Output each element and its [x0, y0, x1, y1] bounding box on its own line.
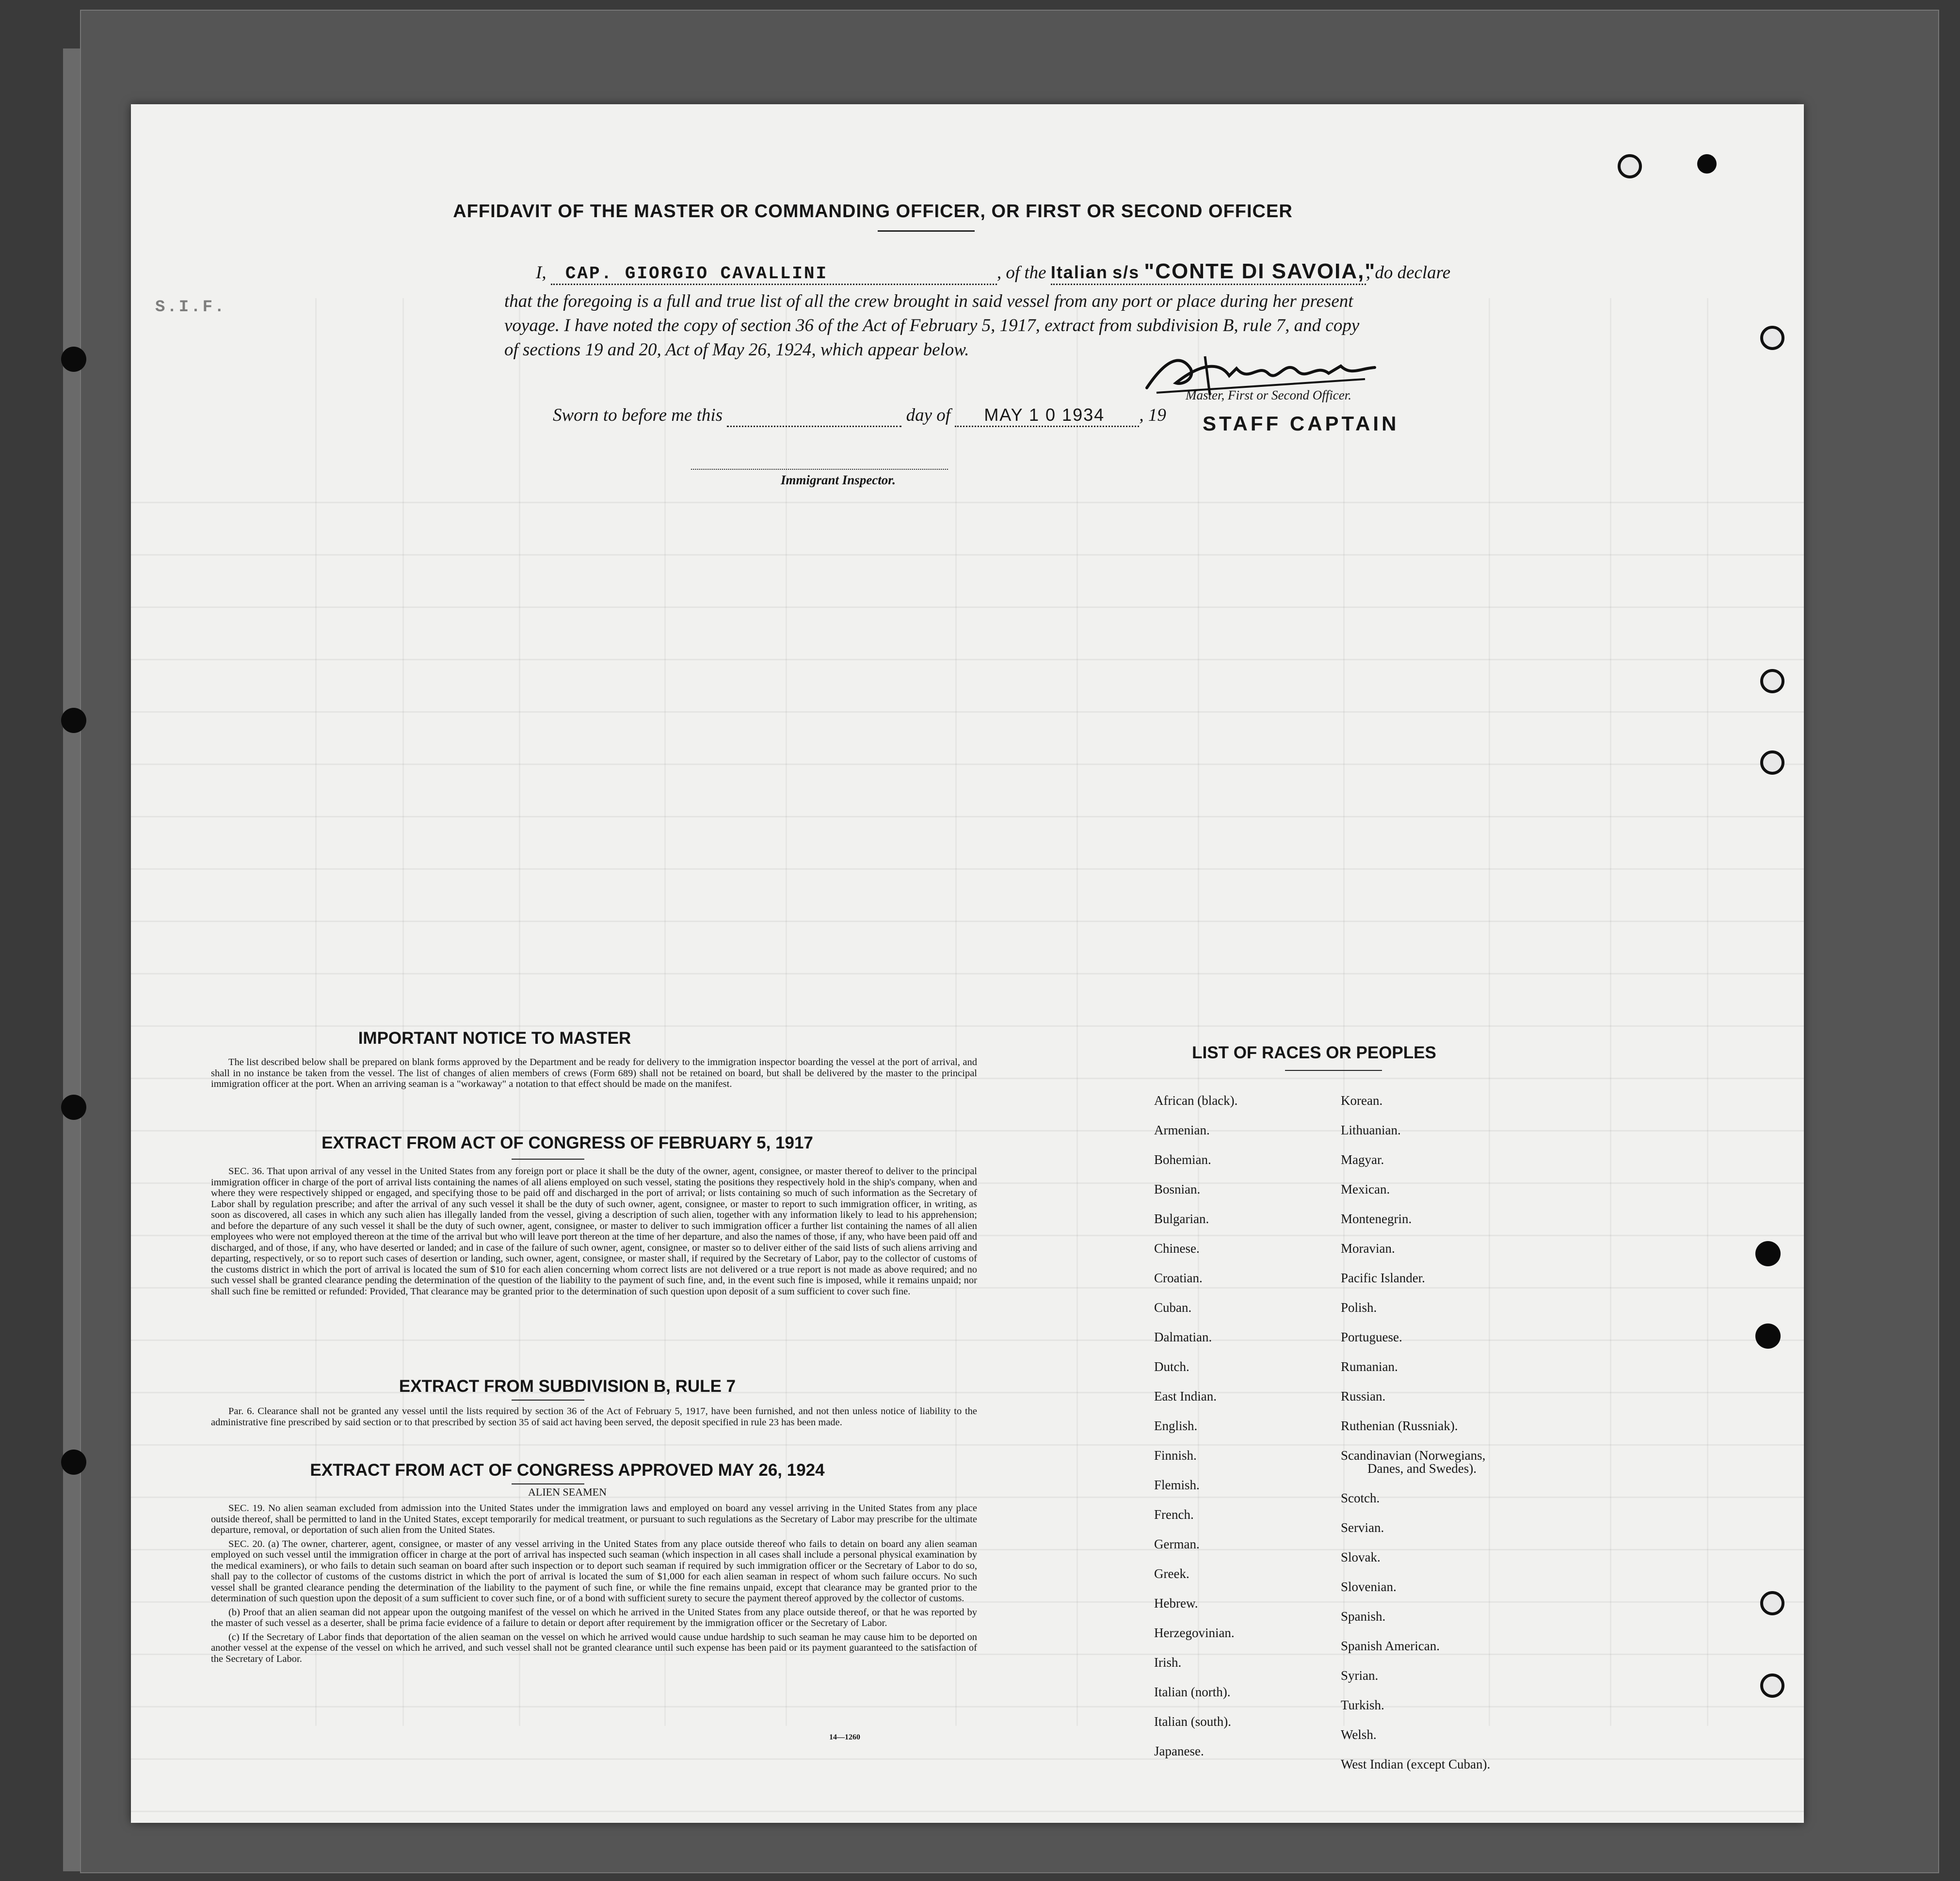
race-item: Polish. — [1341, 1300, 1377, 1315]
race-item: Bulgarian. — [1154, 1211, 1209, 1226]
reinforcement-ring — [1760, 326, 1784, 350]
ghost-column — [1610, 298, 1611, 1726]
ghost-column — [1076, 298, 1078, 1726]
affidavit-title: AFFIDAVIT OF THE MASTER OR COMMANDING OFFICER, OR FIRST OR SECOND OFFICER — [453, 201, 1293, 222]
race-item: Rumanian. — [1341, 1359, 1398, 1374]
master-caption: Master, First or Second Officer. — [1186, 388, 1351, 402]
race-item: Mexican. — [1341, 1182, 1390, 1196]
title-rule — [878, 230, 975, 232]
sworn-year-prefix: 19 — [1148, 405, 1166, 425]
notice-text — [211, 1057, 977, 1093]
race-item: Bohemian. — [1154, 1152, 1211, 1167]
form-number: 14—1260 — [829, 1733, 860, 1741]
race-item: Dutch. — [1154, 1359, 1189, 1374]
race-item: Cuban. — [1154, 1300, 1192, 1315]
race-item: Lithuanian. — [1341, 1123, 1401, 1137]
reinforcement-ring — [1760, 669, 1784, 693]
ghost-line — [131, 606, 1804, 608]
officer-name: CAP. GIORGIO CAVALLINI — [551, 264, 997, 285]
race-item: Ruthenian (Russniak). — [1341, 1419, 1458, 1433]
race-item: Slovak. — [1341, 1550, 1381, 1565]
ghost-line — [131, 764, 1804, 765]
race-item: Korean. — [1341, 1093, 1383, 1108]
vessel-name: "CONTE DI SAVOIA," — [1144, 259, 1376, 283]
rank-stamp: STAFF CAPTAIN — [1203, 412, 1399, 435]
extract-1917-rule — [512, 1159, 584, 1160]
race-item: Armenian. — [1154, 1123, 1210, 1137]
race-item: Servian. — [1341, 1520, 1384, 1535]
affidavit-line-4: of sections 19 and 20, Act of May 26, 1924, which appear below. — [504, 340, 969, 360]
ghost-line — [131, 1444, 1804, 1446]
race-item: Croatian. — [1154, 1271, 1203, 1285]
sworn-date-field — [955, 405, 1139, 427]
race-item: Greek. — [1154, 1566, 1189, 1581]
binder-hole — [1755, 1241, 1781, 1266]
race-item: African (black). — [1154, 1093, 1238, 1108]
sec36-paragraph: SEC. 36. That upon arrival of any vessel in the United States from any foreign port or place it shall be the duty of the owner, agent, consignee, or master thereof to deliver to the principal immigration officer in charge of the port of arrival lists containing the names of all aliens employed on such vessel, stating the positions they respectively hold in the ship's company, when and where they were respectively shipped or engaged, and specifying those to be paid off and discharged in the port of arrival; or lists containing so much of such information as the Secretary of Labor shall by regulation prescribe; and after the arrival of any such vessel it shall be the duty of such owner, agent, consignee, or master to report to such immigration officer, in writing, as soon as discovered, all cases in which any such alien has illegally landed from the vessel, giving a description of such alien, together with any information likely to lead to his apprehension; and before the departure of any such vessel it shall be the duty of such owner, agent, consignee, or master to deliver to such immigration officer a further list containing the names of all alien employees who were not employed thereon at the time of the arrival but who will leave port thereon at the time of her departure, and also the names of those, if any, who have been paid off and discharged, and of those, if any, who have deserted or landed; and in case of the failure of such owner, agent, consignee, or master so to deliver either of the said lists of such aliens arriving and departing, respectively, or so to report such cases of desertion or landing, such owner, agent, consignee, or master shall, if required by the Secretary of Labor, pay to the collector of customs of the customs district in which the port of arrival is located the sum of $10 for each alien concerning whom correct lists are not delivered or a true report is not made as above required; and no such vessel shall be granted clearance pending the determination of the question of the liability to the payment of such fine, and, in the event such fine is imposed, while it remains unpaid; nor shall such fine be remitted or refunded: Provided, That clearance may be granted prior to the determination of such question upon deposit of a sum sufficient to cover such fine. — [211, 1166, 977, 1297]
race-item: Finnish. — [1154, 1448, 1197, 1463]
ghost-column — [1198, 298, 1199, 1726]
ghost-line — [131, 1130, 1804, 1132]
race-item: English. — [1154, 1419, 1198, 1433]
reinforcement-ring — [1760, 1674, 1784, 1698]
extract-1917-text — [211, 1166, 977, 1300]
sworn-day-label: day of — [906, 405, 951, 425]
binder-hole — [61, 1450, 86, 1475]
sworn-day-field — [727, 405, 901, 427]
race-item: Irish. — [1154, 1655, 1182, 1670]
sworn-date: MAY 1 0 1934 — [984, 405, 1105, 425]
par6-paragraph: Par. 6. Clearance shall not be granted any vessel until the lists required by section 36 of the Act of February 5, 1917, have been furnished, and not then unless notice of liability to the administrative fine prescribed by said section or to that prescribed by section 35 of said act having been served, the deposit specified in rule 23 has been made. — [211, 1406, 977, 1428]
sworn-prefix: Sworn to before me this — [553, 405, 723, 425]
race-item: Flemish. — [1154, 1478, 1200, 1492]
binder-hole — [61, 1095, 86, 1120]
sec20b-paragraph: (b) Proof that an alien seaman did not appear upon the outgoing manifest of the vessel on which he arrived in the United States from any place outside thereof, or that he was reported by the master of such vessel as a deserter, shall be prima facie evidence of a failure to detain or deport after requirement by the immigration officer or the Secretary of Labor. — [211, 1607, 977, 1628]
race-item: Herzegovinian. — [1154, 1626, 1235, 1640]
stamp-mark: S.I.F. — [155, 298, 226, 317]
notice-title: IMPORTANT NOTICE TO MASTER — [358, 1029, 631, 1048]
extract-1924-text — [211, 1503, 977, 1667]
binder-hole — [61, 347, 86, 372]
reinforcement-ring — [1618, 154, 1642, 178]
race-item: Turkish. — [1341, 1698, 1384, 1713]
ghost-line — [131, 816, 1804, 817]
races-rule — [1285, 1070, 1382, 1071]
race-item: Scandinavian (Norwegians, — [1341, 1448, 1486, 1463]
alien-seamen-subtitle: ALIEN SEAMEN — [528, 1486, 607, 1498]
race-item: Portuguese. — [1341, 1330, 1402, 1344]
inspector-caption: Immigrant Inspector. — [781, 473, 896, 487]
race-item: Dalmatian. — [1154, 1330, 1212, 1344]
race-item: Pacific Islander. — [1341, 1271, 1425, 1285]
ghost-line — [131, 1758, 1804, 1760]
race-item: Spanish American. — [1341, 1639, 1440, 1654]
ghost-line — [131, 1706, 1804, 1707]
race-item: Italian (south). — [1154, 1714, 1231, 1729]
sworn-line: Sworn to before me this day of MAY 1 0 1934 , 19 — [553, 405, 1166, 427]
extract-1924-rule — [512, 1483, 584, 1484]
affidavit-line-2: that the foregoing is a full and true list of all the crew brought in said vessel from any port or place during her present — [504, 291, 1353, 311]
ghost-line — [131, 973, 1804, 974]
inspector-line — [691, 469, 948, 471]
rule7-rule — [512, 1400, 584, 1401]
affidavit-prefix: I, — [536, 263, 546, 283]
race-item: Spanish. — [1341, 1609, 1386, 1624]
ghost-column — [1343, 298, 1345, 1726]
ghost-line — [131, 502, 1804, 503]
race-item: Welsh. — [1341, 1727, 1377, 1742]
race-item: Chinese. — [1154, 1241, 1200, 1256]
ghost-line — [131, 868, 1804, 870]
vessel-prefix: s/s — [1112, 262, 1140, 282]
reinforcement-ring — [1760, 1591, 1784, 1615]
binder-hole — [1697, 154, 1717, 174]
ghost-line — [131, 1811, 1804, 1812]
races-title: LIST OF RACES OR PEOPLES — [1192, 1043, 1436, 1062]
race-item: German. — [1154, 1537, 1200, 1551]
ghost-line — [131, 554, 1804, 556]
race-item: East Indian. — [1154, 1389, 1217, 1403]
race-item: West Indian (except Cuban). — [1341, 1757, 1491, 1772]
race-item: Magyar. — [1341, 1152, 1384, 1167]
race-item: French. — [1154, 1507, 1194, 1522]
race-item: Japanese. — [1154, 1744, 1204, 1758]
race-item: Italian (north). — [1154, 1685, 1231, 1699]
race-item: Danes, and Swedes). — [1367, 1461, 1477, 1476]
extract-1924-title: EXTRACT FROM ACT OF CONGRESS APPROVED MAY 26, 1924 — [310, 1461, 825, 1480]
affidavit-line-3: voyage. I have noted the copy of section 36 of the Act of February 5, 1917, extract from subdivision B, rule 7, and copy — [504, 316, 1360, 335]
race-item: Bosnian. — [1154, 1182, 1201, 1196]
affidavit-declare: , do declare — [1366, 263, 1451, 283]
extract-1917-title: EXTRACT FROM ACT OF CONGRESS OF FEBRUARY 5, 1917 — [321, 1133, 813, 1152]
race-item: Scotch. — [1341, 1491, 1380, 1506]
ghost-line — [131, 1025, 1804, 1027]
race-item: Hebrew. — [1154, 1596, 1198, 1610]
race-item: Syrian. — [1341, 1668, 1379, 1683]
rule7-title: EXTRACT FROM SUBDIVISION B, RULE 7 — [399, 1377, 736, 1396]
notice-paragraph: The list described below shall be prepared on blank forms approved by the Department and be ready for delivery to the immigration inspector boarding the vessel at the port of arrival, and shall in no instance be taken from the vessel. The list of changes of alien members of crews (Form 689) shall not be retained on board, but shall be delivered by the master to the principal immigration officer at the port. When an arriving seaman is a "workaway" a notation to that effect should be made on the manifest. — [211, 1057, 977, 1089]
ghost-line — [131, 659, 1804, 660]
ghost-line — [131, 1339, 1804, 1341]
sec19-paragraph: SEC. 19. No alien seaman excluded from admission into the United States under the immigration laws and employed on board any vessel arriving in the United States from any place outside thereof, shall be permitted to land in the United States, except temporarily for medical treatment, or pursuant to such regulations as the Secretary of Labor may prescribe for the ultimate departure, removal, or deportation of such alien from the United States. — [211, 1503, 977, 1535]
ghost-column — [1707, 298, 1708, 1726]
ghost-line — [131, 711, 1804, 713]
reinforcement-ring — [1760, 750, 1784, 775]
affidavit-of-the: , of the — [996, 263, 1046, 283]
affidavit-line-1 — [536, 259, 1450, 285]
ghost-column — [1489, 298, 1490, 1726]
vessel-nationality: Italian — [1050, 262, 1108, 282]
race-item: Slovenian. — [1341, 1579, 1397, 1594]
race-item: Moravian. — [1341, 1241, 1395, 1256]
sec20a-paragraph: SEC. 20. (a) The owner, charterer, agent, consignee, or master of any vessel arriving in the United States from any place outside thereof who fails to detain on board any alien seaman employed on such vessel until the immigration officer in charge at the port of arrival has inspected such seaman (which inspection in all cases shall include a personal physical examination by the medical examiners), or who fails to detain such seaman on board after such inspection or to deport such seaman if required by such immigration officer or the Secretary of Labor to do so, shall pay to the collector of customs of the customs district in which the port of arrival is located the sum of $1,000 for each alien seaman in respect of whom such failure occurs. No such vessel shall be granted clearance pending the determination of the liability to the payment of such fine, or while the fine remains unpaid, except that clearance may be granted prior to the determination of such question upon the deposit of a sum sufficient to cover such fine, or of a bond with sufficient surety to secure the payment thereof approved by the collector of customs. — [211, 1538, 977, 1604]
binder-hole — [1755, 1323, 1781, 1349]
race-item: Montenegrin. — [1341, 1211, 1412, 1226]
vessel-field — [1050, 259, 1376, 285]
manifest-page — [131, 104, 1804, 1823]
binder-hole — [61, 708, 86, 733]
rule7-text — [211, 1406, 977, 1431]
sec20c-paragraph: (c) If the Secretary of Labor finds that deportation of the alien seaman on the vessel on which he arrived would cause undue hardship to such seaman he may cause him to be deported on another vessel at the expense of the vessel on which he arrived, and such vessel shall not be granted clearance until such expense has been paid or its payment guaranteed to the satisfaction of the Secretary of Labor. — [211, 1631, 977, 1664]
ghost-line — [131, 921, 1804, 922]
race-item: Russian. — [1341, 1389, 1386, 1403]
